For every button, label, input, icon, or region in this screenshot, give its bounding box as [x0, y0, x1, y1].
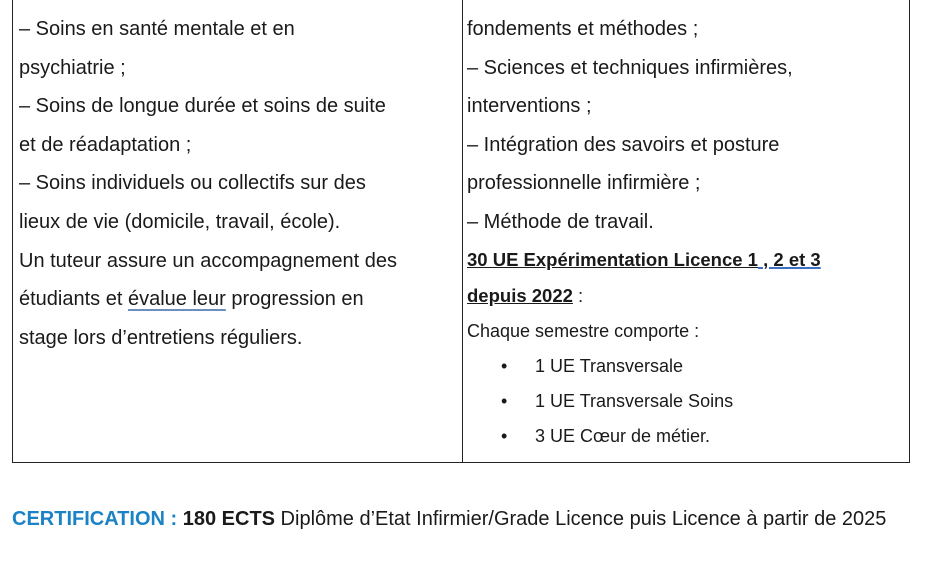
ue-bullet-list [467, 349, 907, 454]
list-item-text: 1 UE Transversale [535, 355, 684, 376]
right-line-1: fondements et méthodes ; [467, 18, 699, 40]
list-item [467, 384, 907, 419]
right-column [467, 10, 907, 454]
ue-heading-colon: : [572, 284, 584, 306]
left-line-9: stage lors d’entretiens réguliers. [19, 326, 303, 349]
ue-heading-year: depuis 2022 [467, 284, 573, 306]
left-line-5: – Soins individuels ou collectifs sur des [19, 172, 366, 195]
right-line-3: interventions ; [467, 95, 592, 118]
bullet-icon: • [501, 425, 508, 446]
left-line-3: – Soins de longue durée et soins de suite [19, 95, 386, 118]
certification-label: CERTIFICATION : [12, 508, 183, 530]
bullet-icon: • [501, 390, 508, 411]
content-table [12, 0, 910, 463]
left-line-8-suffix: progression en [225, 288, 364, 311]
right-line-5: professionnelle infirmière ; [467, 172, 701, 195]
list-item [467, 419, 907, 454]
certification-ects: 180 ECTS [182, 508, 275, 530]
certification-text: Diplôme d’Etat Infirmier/Grade Licence puis Licence à partir de 2025 [275, 508, 887, 530]
left-line-2: psychiatrie ; [19, 56, 126, 79]
left-line-7: Un tuteur assure un accompagnement des [19, 249, 397, 272]
ue-heading-line2 [467, 278, 907, 314]
semester-intro: Chaque semestre comporte : [467, 320, 700, 341]
left-line-4: et de réadaptation ; [19, 133, 192, 156]
spelling-marked-text: évalue leur [127, 288, 226, 311]
certification-paragraph [12, 500, 917, 538]
left-line-6: lieux de vie (domicile, travail, école). [19, 210, 341, 233]
left-line-8 [19, 280, 455, 319]
right-line-2: – Sciences et techniques infirmières, [467, 56, 793, 79]
bullet-icon: • [501, 355, 508, 376]
list-item-text: 3 UE Cœur de métier. [535, 425, 711, 446]
column-divider [462, 0, 463, 462]
right-line-4: – Intégration des savoirs et posture [467, 133, 780, 156]
right-line-6: – Méthode de travail. [467, 210, 654, 233]
ue-heading-part2: , 2 et 3 [757, 248, 821, 270]
left-column [19, 10, 455, 357]
ue-heading-part1: 30 UE Expérimentation Licence 1 [467, 248, 758, 270]
left-line-1: – Soins en santé mentale et en [19, 18, 295, 40]
ue-heading [467, 242, 907, 278]
left-line-8-prefix: étudiants et [19, 288, 128, 311]
list-item-text: 1 UE Transversale Soins [535, 390, 734, 411]
list-item [467, 349, 907, 384]
